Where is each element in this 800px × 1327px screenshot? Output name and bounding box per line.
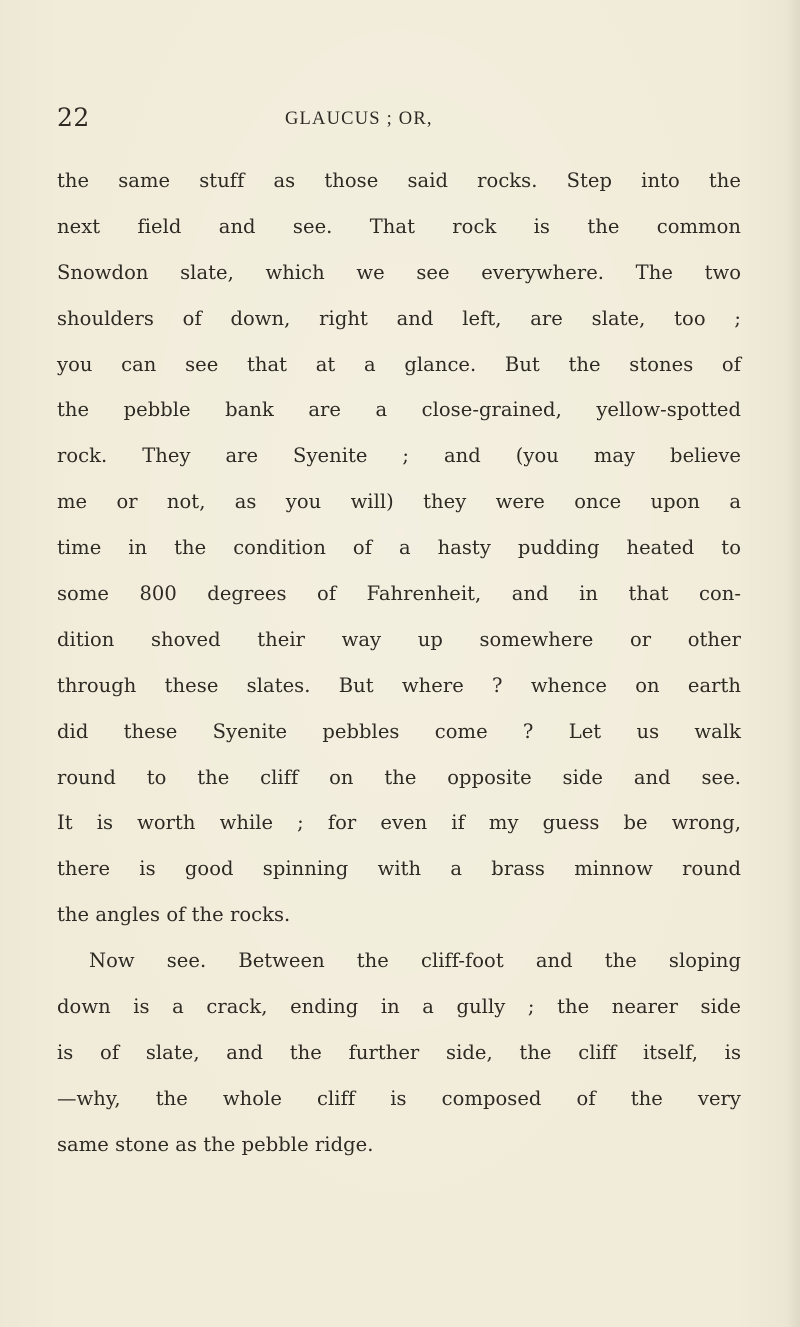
text-line: through these slates. But where ? whence on earth [57,673,741,697]
text-line: time in the condition of a hasty pudding heated to [57,536,741,560]
text-line: me or not, as you will) they were once upon a [57,490,741,514]
text-line: the angles of the rocks. [57,903,291,927]
running-head [57,103,757,143]
text-line: you can see that at a glance. But the stones of [57,352,741,376]
paragraph-first-line: Now see. Between the cliff-foot and the sloping [89,949,741,973]
text-line: down is a crack, ending in a gully ; the nearer side [57,995,741,1019]
text-line: same stone as the pebble ridge. [57,1132,374,1156]
text-line: shoulders of down, right and left, are slate, too ; [57,306,741,330]
text-line: did these Syenite pebbles come ? Let us walk [57,719,741,743]
text-line: some 800 degrees of Fahrenheit, and in that con- [57,582,741,606]
text-line: —why, the whole cliff is composed of the very [57,1086,741,1110]
page-edge-shadow [786,0,800,1327]
text-line: dition shoved their way up somewhere or other [57,627,741,651]
body-text [57,158,741,1168]
text-line: there is good spinning with a brass minnow round [57,857,741,881]
text-line: Snowdon slate, which we see everywhere. The two [57,260,741,284]
text-line: the pebble bank are a close-grained, yellow-spotted [57,398,741,422]
page-number: 22 [57,103,90,132]
text-line: next field and see. That rock is the common [57,214,741,238]
text-line: It is worth while ; for even if my guess be wrong, [57,811,741,835]
text-line: the same stuff as those said rocks. Step into the [57,169,741,192]
text-line: round to the cliff on the opposite side and see. [57,765,741,789]
text-line: rock. They are Syenite ; and (you may believe [57,444,741,468]
text-line: is of slate, and the further side, the cliff itself, is [57,1040,741,1064]
running-title: GLAUCUS ; OR, [285,109,433,129]
